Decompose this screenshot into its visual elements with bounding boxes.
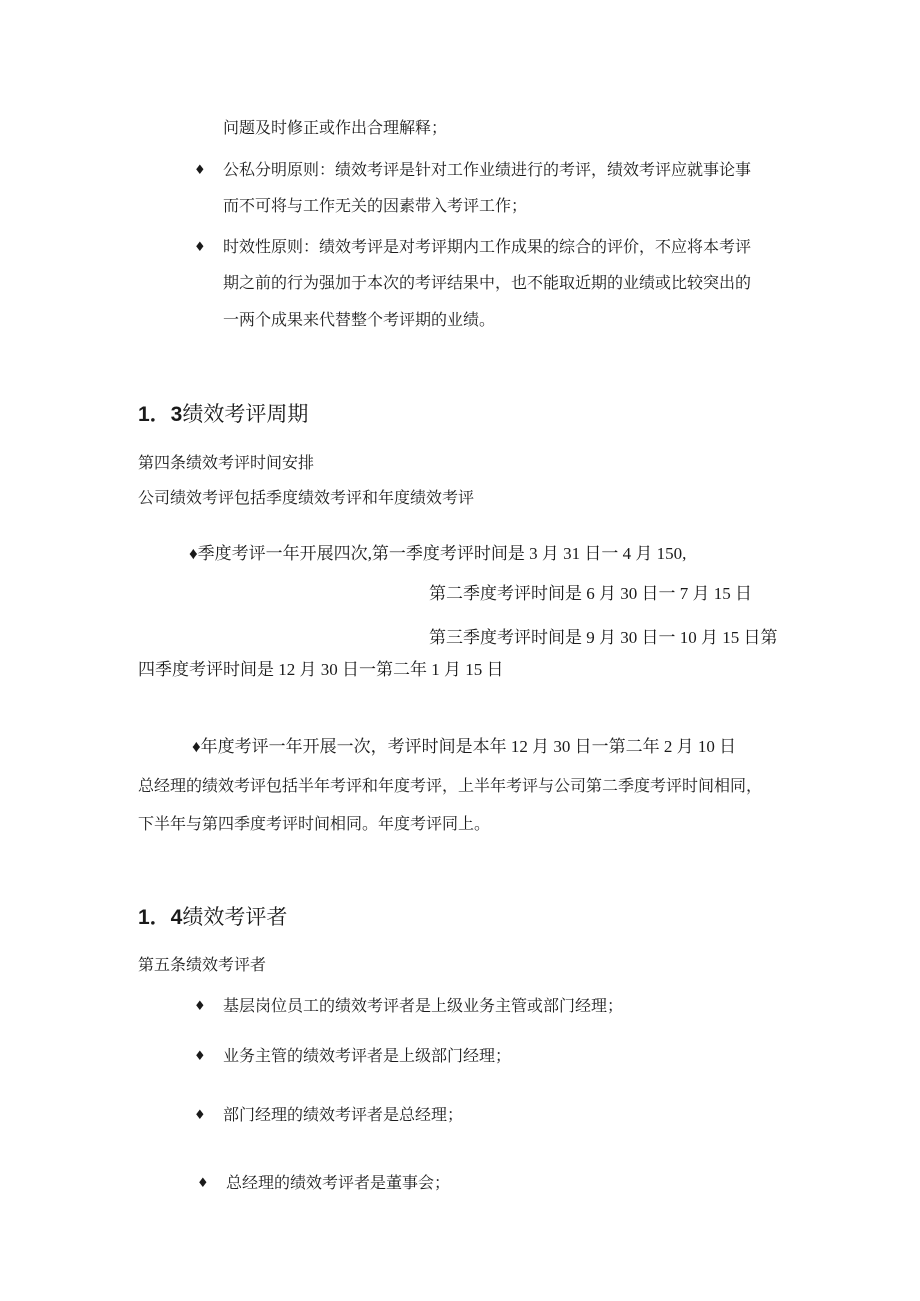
section-number: 1．3: [138, 403, 183, 426]
evaluator-item: 总经理的绩效考评者是董事会；: [226, 1173, 451, 1192]
section-heading-1-3: [138, 400, 308, 429]
evaluator-item: 部门经理的绩效考评者是总经理；: [223, 1105, 464, 1124]
evaluator-item: 基层岗位员工的绩效考评者是上级业务主管或部门经理；: [223, 996, 624, 1015]
article-4-title: 第四条绩效考评时间安排: [138, 453, 315, 472]
section-number: 1．4: [138, 906, 183, 929]
principle-continuation: 问题及时修正或作出合理解释；: [223, 118, 448, 137]
principle-timeliness-line1: 时效性原则：绩效考评是对考评期内工作成果的综合的评价，不应将本考评: [223, 237, 752, 256]
principle-impartial-line2: 而不可将与工作无关的因素带入考评工作；: [223, 196, 528, 215]
gm-evaluation-line2: 下半年与第四季度考评时间相同。年度考评同上。: [138, 814, 491, 833]
principle-timeliness-line3: 一两个成果来代替整个考评期的业绩。: [223, 310, 496, 329]
principle-timeliness-line2: 期之前的行为强加于本次的考评结果中，也不能取近期的业绩或比较突出的: [223, 273, 752, 292]
article-5-title: 第五条绩效考评者: [138, 955, 267, 974]
bullet-icon: ♦: [197, 1176, 209, 1191]
section-heading-1-4: [138, 903, 287, 932]
bullet-icon: ♦: [194, 1108, 206, 1123]
quarterly-schedule-line2: 第二季度考评时间是 6 月 30 日一 7 月 15 日: [429, 584, 752, 603]
bullet-icon: ♦: [194, 240, 206, 255]
principle-impartial-line1: 公私分明原则：绩效考评是针对工作业绩进行的考评，绩效考评应就事论事: [223, 160, 752, 179]
quarterly-schedule-line1: ♦季度考评一年开展四次,第一季度考评时间是 3 月 31 日一 4 月 150,: [189, 544, 687, 563]
section-intro: 公司绩效考评包括季度绩效考评和年度绩效考评: [138, 488, 475, 507]
evaluator-item: 业务主管的绩效考评者是上级部门经理；: [223, 1046, 512, 1065]
section-title: 绩效考评周期: [182, 402, 309, 426]
gm-evaluation-line1: 总经理的绩效考评包括半年考评和年度考评，上半年考评与公司第二季度考评时间相同，: [138, 776, 763, 795]
quarterly-schedule-line4: 四季度考评时间是 12 月 30 日一第二年 1 月 15 日: [138, 660, 504, 679]
bullet-icon: ♦: [194, 999, 206, 1014]
section-title: 绩效考评者: [182, 905, 288, 929]
bullet-icon: ♦: [194, 163, 206, 178]
quarterly-schedule-line3: 第三季度考评时间是 9 月 30 日一 10 月 15 日第: [429, 628, 778, 647]
annual-schedule: ♦年度考评一年开展一次，考评时间是本年 12 月 30 日一第二年 2 月 10 日: [192, 737, 737, 756]
bullet-icon: ♦: [194, 1049, 206, 1064]
